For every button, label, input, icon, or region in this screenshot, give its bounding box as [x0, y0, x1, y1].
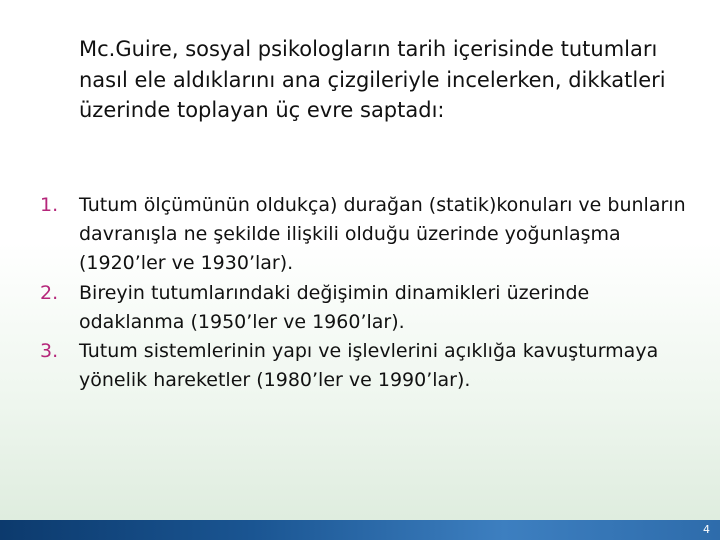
list-item — [40, 279, 700, 337]
list-item-text: Tutum sistemlerinin yapı ve işlevlerini açıklığa kavuşturmaya yönelik hareketler (1980’ler ve 1990’lar). — [79, 340, 659, 392]
list-item — [40, 191, 700, 279]
list-item-text: Tutum ölçümünün oldukça) durağan (statik)konuları ve bunların davranışla ne şekilde ilişkili olduğu üzerinde yoğunlaşma (1920’ler ve 1930’lar). — [79, 194, 686, 275]
intro-paragraph: Mc.Guire, sosyal psikologların tarih içerisinde tutumları nasıl ele aldıklarını ana çizgileriyle incelerken, dikkatleri üzerinde toplayan üç evre saptadı: — [79, 37, 666, 122]
page-number: 4 — [703, 523, 710, 536]
stages-list — [40, 191, 700, 395]
list-item-number: 2. — [40, 281, 59, 304]
list-item — [40, 337, 700, 395]
list-item-number: 1. — [40, 194, 59, 216]
list-item-number: 3. — [40, 340, 59, 363]
list-item-text: Bireyin tutumlarındaki değişimin dinamikleri üzerinde odaklanma (1950’ler ve 1960’lar). — [79, 281, 590, 333]
footer-bar — [0, 520, 720, 540]
